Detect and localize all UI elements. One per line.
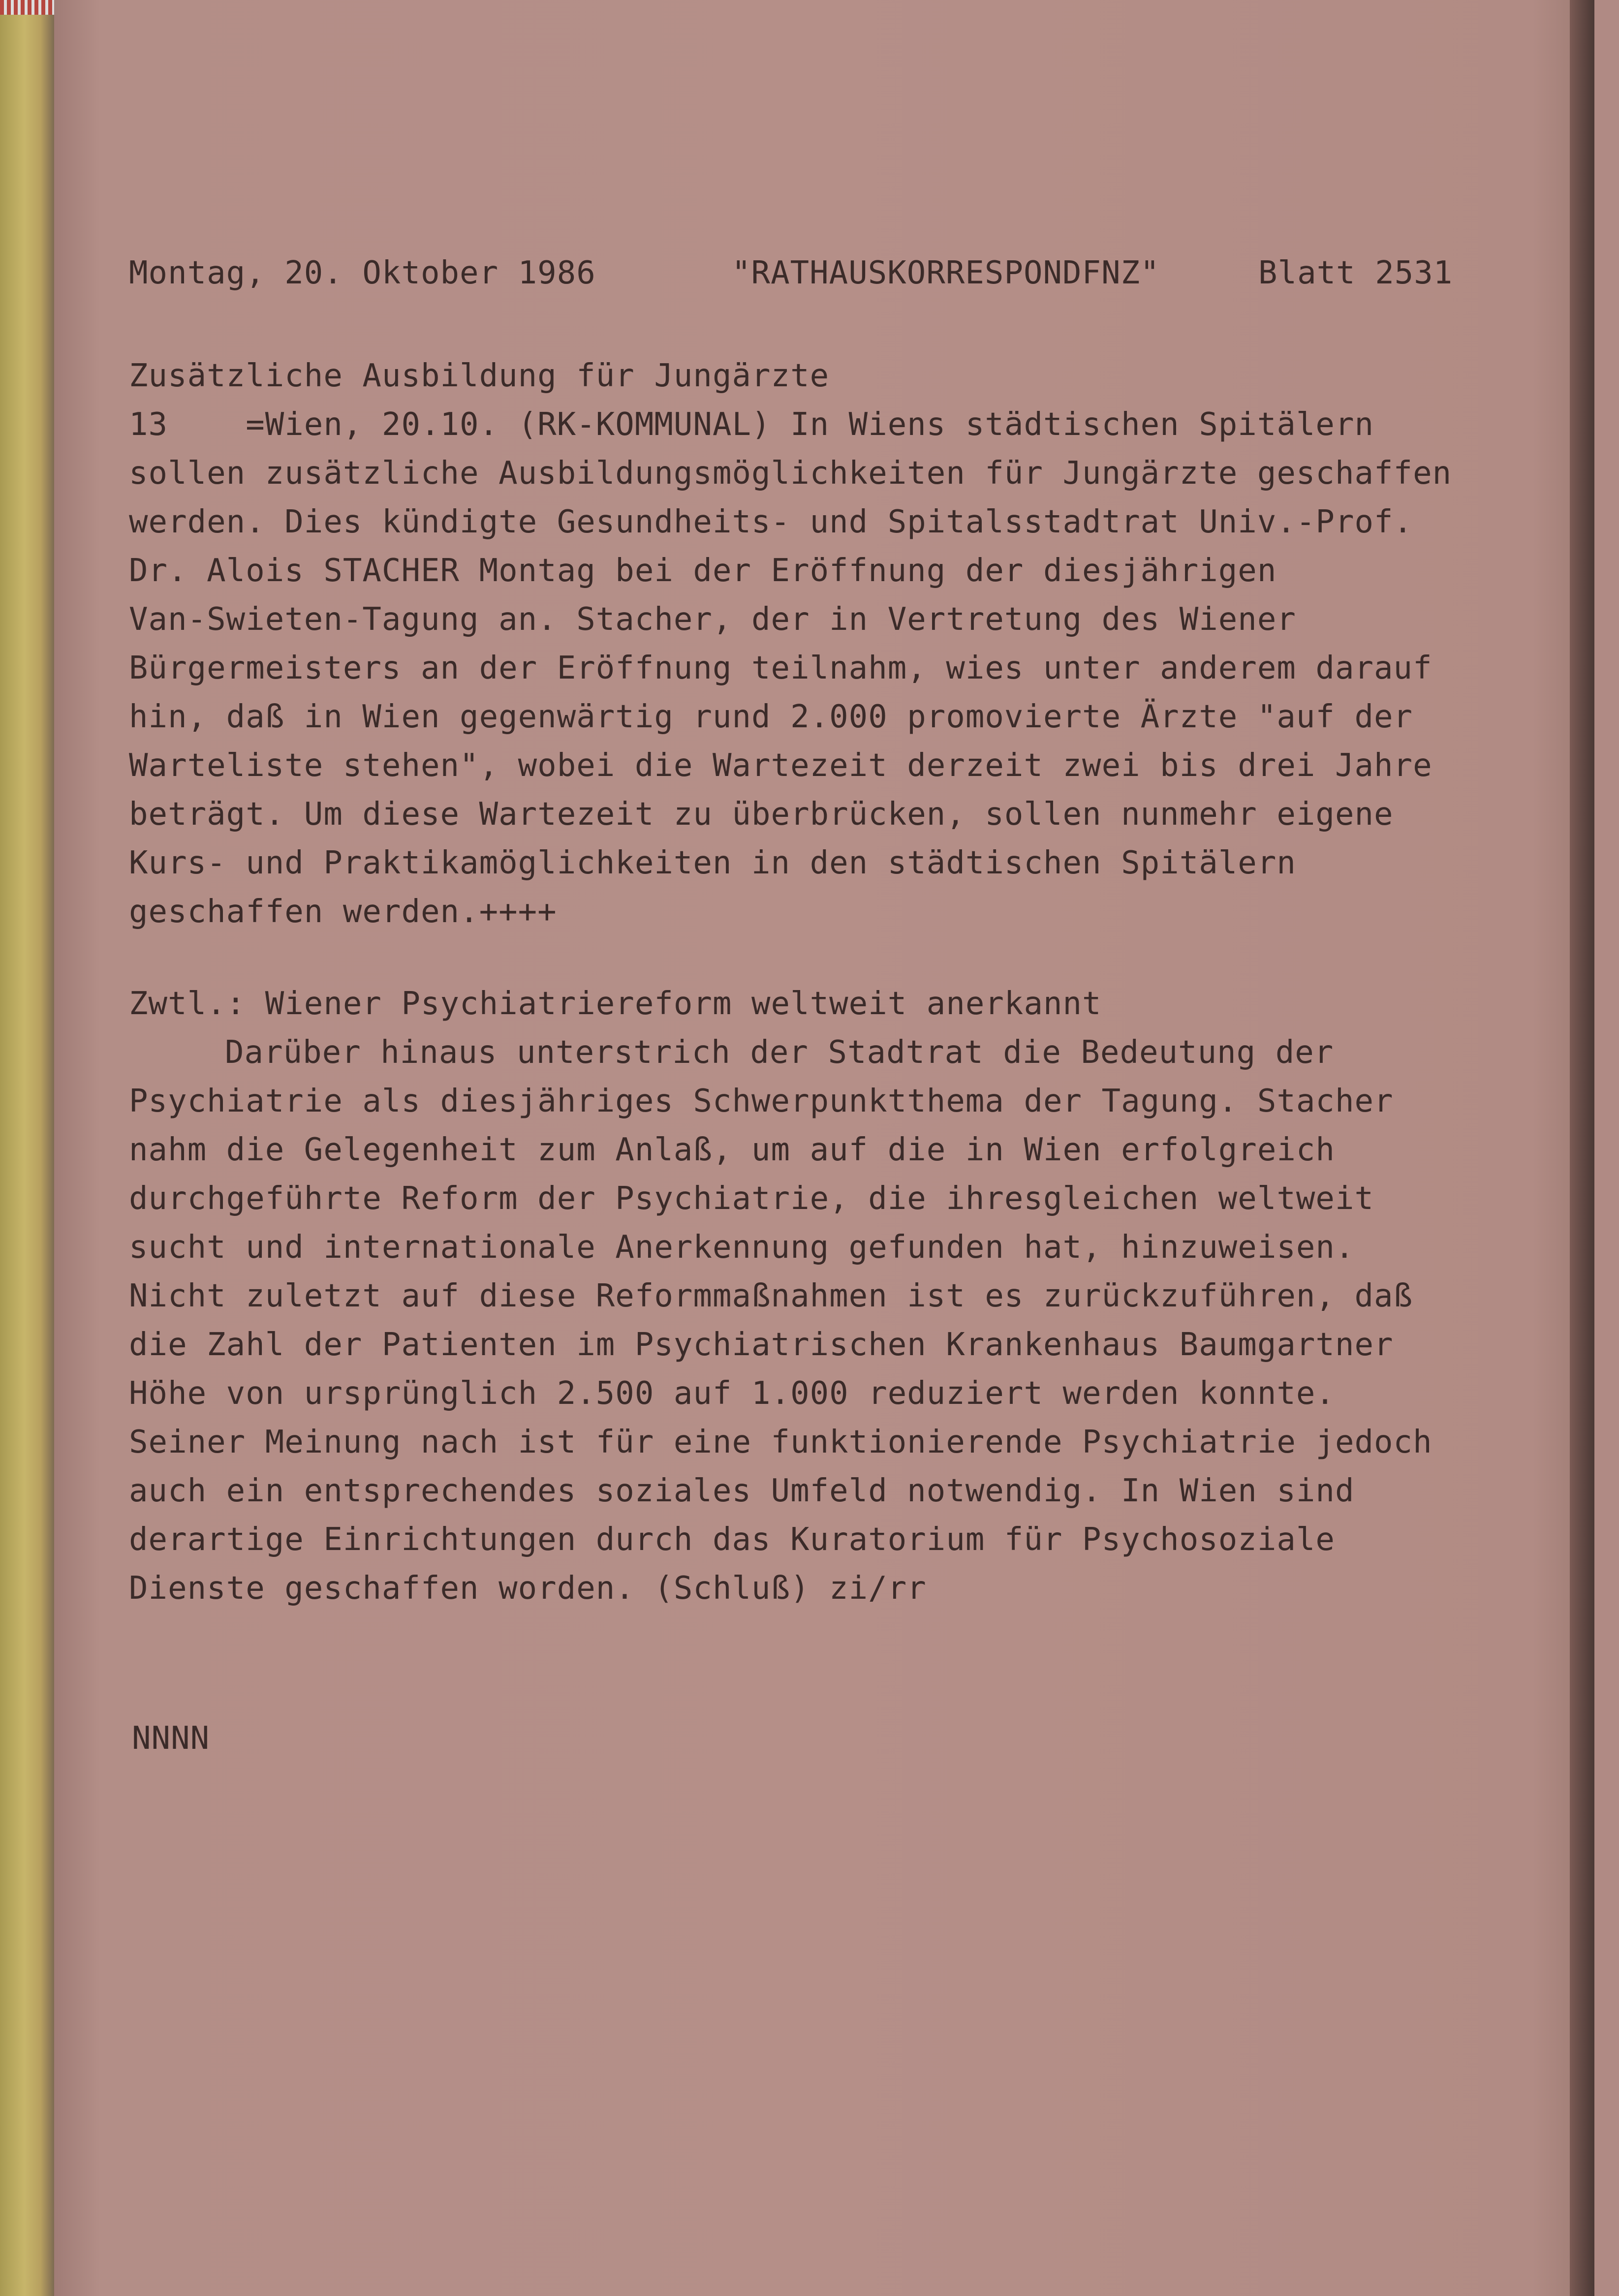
article-line: 13 =Wien, 20.10. (RK-KOMMUNAL) In Wiens städtischen Spitälern — [129, 406, 1374, 443]
article-line: durchgeführte Reform der Psychiatrie, die ihresgleichen weltweit — [129, 1180, 1374, 1217]
article-line: hin, daß in Wien gegenwärtig rund 2.000 promovierte Ärzte "auf der — [129, 699, 1413, 735]
article-line: Dienste geschaffen worden. (Schluß) zi/rr — [129, 1570, 927, 1607]
article-line: Seiner Meinung nach ist für eine funktionierende Psychiatrie jedoch — [129, 1424, 1432, 1460]
article-line: Psychiatrie als diesjähriges Schwerpunktthema der Tagung. Stacher — [129, 1083, 1394, 1119]
article-line: auch ein entsprechendes soziales Umfeld notwendig. In Wien sind — [129, 1473, 1355, 1509]
article-line: Nicht zuletzt auf diese Reformmaßnahmen ist es zurückzuführen, daß — [129, 1278, 1413, 1314]
article-line: geschaffen werden.++++ — [129, 894, 557, 930]
binding-ribbon — [0, 0, 54, 15]
article-line: Warteliste stehen", wobei die Wartezeit derzeit zwei bis drei Jahre — [129, 747, 1432, 784]
header-date: Montag, 20. Oktober 1986 — [129, 255, 596, 291]
article-line: Dr. Alois STACHER Montag bei der Eröffnung der diesjährigen — [129, 553, 1277, 589]
article-line: sollen zusätzliche Ausbildungsmöglichkeiten für Jungärzte geschaffen — [129, 455, 1452, 492]
article-title: Zusätzliche Ausbildung für Jungärzte — [129, 358, 830, 394]
article-line: Bürgermeisters an der Eröffnung teilnahm, wies unter anderem darauf — [129, 650, 1432, 686]
header-sheet-number: Blatt 2531 — [1258, 255, 1453, 291]
article-line: beträgt. Um diese Wartezeit zu überbrücken, sollen nunmehr eigene — [129, 796, 1394, 833]
article-1 — [129, 352, 1452, 936]
article-line: werden. Dies kündigte Gesundheits- und Spitalsstadtrat Univ.-Prof. — [129, 504, 1413, 540]
page-header — [129, 249, 1458, 298]
article-line: Höhe von ursprünglich 2.500 auf 1.000 reduziert werden konnte. — [129, 1375, 1335, 1412]
article-line: derartige Einrichtungen durch das Kuratorium für Psychosoziale — [129, 1521, 1335, 1558]
end-mark: NNNN — [132, 1720, 210, 1757]
article-line: Darüber hinaus unterstrich der Stadtrat die Bedeutung der — [225, 1034, 1334, 1071]
article-line: Van-Swieten-Tagung an. Stacher, der in Vertretung des Wiener — [129, 601, 1296, 638]
page-edge — [1570, 0, 1594, 2296]
book-binding — [0, 0, 54, 2296]
article-line: nahm die Gelegenheit zum Anlaß, um auf die in Wien erfolgreich — [129, 1132, 1335, 1168]
article-subtitle: Zwtl.: Wiener Psychiatriereform weltweit anerkannt — [129, 986, 1102, 1022]
header-publication: "RATHAUSKORRESPONDFNZ" — [732, 255, 1160, 291]
article-line: die Zahl der Patienten im Psychiatrischen Krankenhaus Baumgartner — [129, 1327, 1394, 1363]
article-line: Kurs- und Praktikamöglichkeiten in den städtischen Spitälern — [129, 845, 1296, 881]
article-2 — [129, 980, 1432, 1613]
article-line: sucht und internationale Anerkennung gefunden hat, hinzuweisen. — [129, 1229, 1355, 1266]
